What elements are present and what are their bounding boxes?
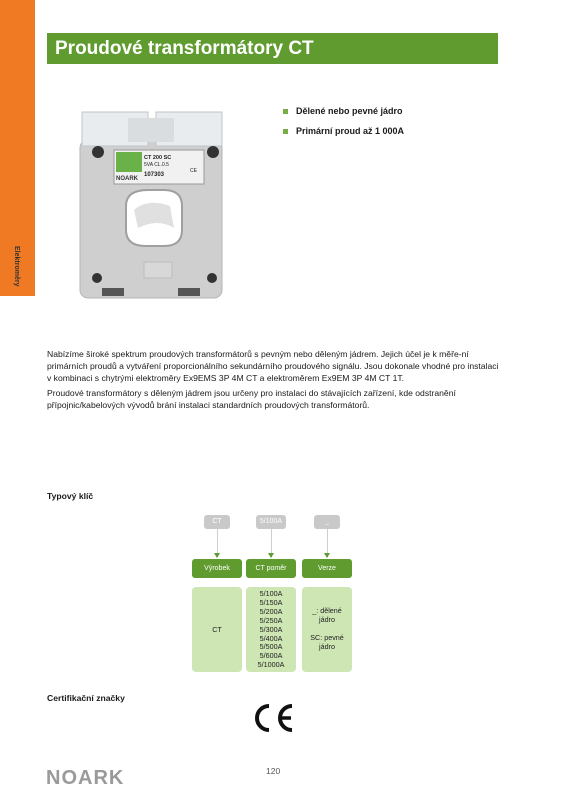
- page-number: 120: [266, 766, 281, 776]
- svg-text:NOARK: NOARK: [116, 176, 138, 182]
- side-tab-label: Elektroměry: [13, 246, 20, 287]
- type-key-values-product: CT: [192, 587, 242, 672]
- type-key-code-version: _: [314, 515, 340, 529]
- arrow-down-icon: [214, 553, 220, 558]
- arrow-down-icon: [268, 553, 274, 558]
- ce-mark-icon: [251, 703, 295, 733]
- svg-text:5VA CL.0.5: 5VA CL.0.5: [144, 162, 169, 168]
- type-key-heading: Typový klíč: [47, 491, 94, 501]
- type-key-values-version: _: dělené jádro SC: pevné jádro: [302, 587, 352, 672]
- svg-text:CT 200 SC: CT 200 SC: [144, 155, 172, 161]
- title-bar: [47, 33, 498, 64]
- type-key-code-product: CT: [204, 515, 230, 529]
- feature-bullets: [283, 106, 404, 146]
- bullet-square-icon: [283, 129, 288, 134]
- certification-heading: Certifikační značky: [47, 693, 125, 703]
- feature-bullet: Primární proud až 1 000A: [283, 126, 404, 136]
- page-title: Proudové transformátory CT: [55, 38, 314, 59]
- arrow-down-icon: [324, 553, 330, 558]
- type-key-values-ratio: 5/100A 5/150A 5/200A 5/250A 5/300A 5/400A 5/500A 5/600A 5/1000A: [246, 587, 296, 672]
- split-core-paragraph: Proudové transformátory s děleným jádrem jsou určeny pro instalaci do stávajících zařízení, kde odstranění přípojnic/kabelových vývodů brání instalaci standardních proudových transformátorů.: [47, 388, 456, 410]
- current-transformer-image: [78, 110, 226, 300]
- noark-logo: NOARK: [46, 767, 125, 789]
- type-key-head-product: Výrobek: [192, 559, 242, 578]
- feature-bullet: Dělené nebo pevné jádro: [283, 106, 404, 116]
- type-key-code-ratio: 5/100A: [256, 515, 286, 529]
- type-key-head-ratio: CT poměr: [246, 559, 296, 578]
- intro-paragraph: Nabízíme široké spektrum proudových transformátorů s pevným nebo děleným jádrem. Jejich účel je k měře-ní primárních proudů a vytváření proporcionálního sekundárního proudového signálu. Jsou dokonale vhodné pro instalaci v kombinaci s chytrými elektroměry Ex9EMS 3P 4M CT a elektroměrem Ex9EM 3P 4M CT 1T.: [47, 349, 499, 383]
- bullet-square-icon: [283, 109, 288, 114]
- svg-text:CE: CE: [190, 168, 197, 174]
- svg-text:107303: 107303: [144, 172, 165, 178]
- type-key-head-version: Verze: [302, 559, 352, 578]
